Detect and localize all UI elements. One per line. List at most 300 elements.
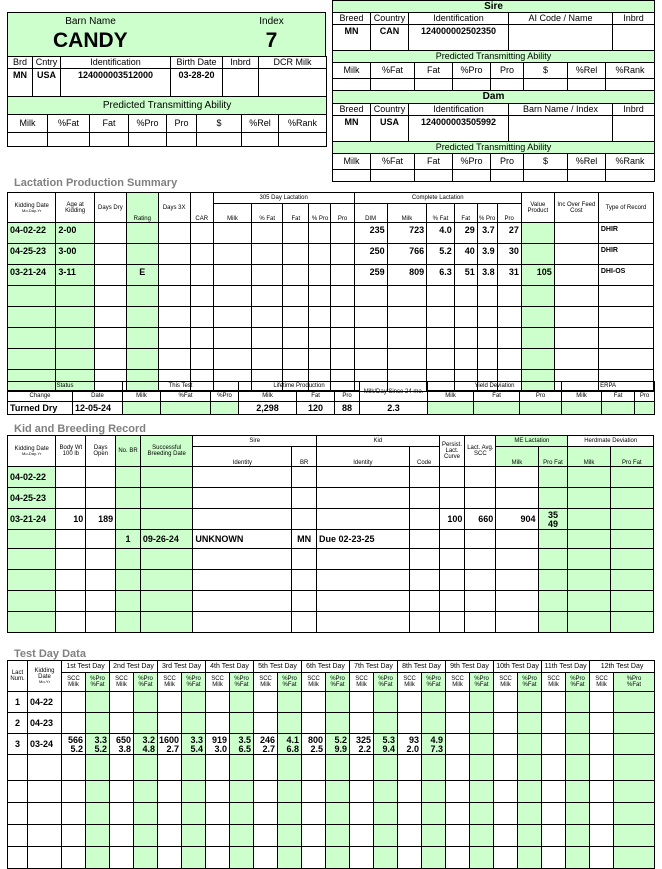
testday-scc-milk xyxy=(494,803,518,825)
kid-empty-cell xyxy=(465,530,496,549)
kid-cell: 04-02-22 xyxy=(8,467,56,488)
testday-pro-fat xyxy=(326,692,350,713)
testday-pro-fat xyxy=(326,781,350,803)
testday-lact-num: 3 xyxy=(8,734,28,755)
status-date: 12-05-24 xyxy=(73,402,123,415)
testday-table xyxy=(7,660,655,869)
kid-empty-cell xyxy=(610,591,653,612)
lactation-empty-cell xyxy=(126,307,158,328)
lactation-empty-cell xyxy=(554,265,598,286)
kid-empty-cell xyxy=(439,570,465,591)
kid-empty-cell xyxy=(292,467,317,488)
status-strip xyxy=(7,381,655,415)
lact-h-rating: Rating xyxy=(126,193,158,223)
testday-pro-fat xyxy=(134,755,158,781)
lactation-cell: DHIR xyxy=(598,223,653,244)
status-h-lifetime: Lifetime Production xyxy=(239,382,360,391)
status-h-date: Date xyxy=(73,391,123,402)
lactation-cell: 250 xyxy=(354,244,387,265)
kid-table-wrap xyxy=(7,435,654,633)
testday-scc-milk xyxy=(494,781,518,803)
lactation-empty-cell xyxy=(598,286,653,307)
testday-pro-fat xyxy=(470,825,494,847)
kid-empty-cell xyxy=(317,488,410,509)
parents-box xyxy=(332,0,654,182)
testday-pct-pro: 4.1 xyxy=(286,735,300,745)
lactation-empty-cell xyxy=(354,286,387,307)
kid-empty-cell xyxy=(568,612,610,633)
lactation-cell: 6.3 xyxy=(427,265,455,286)
kid-empty-cell xyxy=(538,530,568,549)
testday-scc-milk xyxy=(62,734,86,755)
lactation-empty-cell xyxy=(309,349,331,370)
testday-scc-milk xyxy=(206,734,230,755)
testday-pro-fat xyxy=(278,713,302,734)
kid-empty-cell xyxy=(140,549,193,570)
testday-scc-milk xyxy=(206,803,230,825)
testday-section-title: Test Day Data xyxy=(14,648,86,660)
status-h-erpa-pro: Pro xyxy=(635,391,655,402)
lact-h-c-milk: Milk xyxy=(387,204,427,223)
kid-table xyxy=(7,435,654,633)
testday-h-scc-milk: SCC Milk xyxy=(62,673,86,692)
kid-empty-cell xyxy=(292,612,317,633)
testday-pro-fat xyxy=(422,825,446,847)
sire-country-label: Country xyxy=(371,13,409,25)
kid-empty-cell xyxy=(56,612,86,633)
lactation-cell: 3.7 xyxy=(477,223,497,244)
animal-pta-col: %Pro xyxy=(129,115,167,133)
kid-empty-cell xyxy=(317,509,410,530)
status-change: Turned Dry xyxy=(8,402,73,415)
lactation-empty-cell xyxy=(252,349,283,370)
lactation-empty-cell xyxy=(427,307,455,328)
testday-pro-fat xyxy=(518,734,542,755)
lact-h-pct-fat: % Fat xyxy=(252,204,283,223)
lactation-empty-cell xyxy=(427,286,455,307)
kid-empty-cell xyxy=(8,591,56,612)
lactation-empty-cell xyxy=(8,286,56,307)
kid-empty-cell xyxy=(140,570,193,591)
testday-scc-milk xyxy=(158,825,182,847)
testday-milk: 5.2 xyxy=(70,744,83,754)
kid-empty-cell xyxy=(140,467,193,488)
testday-kidding-date: 04-23 xyxy=(28,713,62,734)
lactation-cell: 4.0 xyxy=(427,223,455,244)
status-h-milkday: Milk/Day Since 24 mo. xyxy=(360,382,428,402)
testday-pct-pro: 5.3 xyxy=(382,735,396,745)
testday-pro-fat xyxy=(182,713,206,734)
testday-scc-milk xyxy=(350,734,374,755)
testday-scc-milk xyxy=(254,803,278,825)
testday-pro-fat xyxy=(566,734,590,755)
status-h-change: Change xyxy=(8,391,73,402)
kid-h-sire-identity: Identity xyxy=(193,447,292,467)
testday-h-test: 10th Test Day xyxy=(494,661,542,673)
lactation-empty-cell xyxy=(283,328,309,349)
testday-pro-fat xyxy=(470,847,494,869)
testday-pro-fat xyxy=(326,847,350,869)
kid-empty-cell xyxy=(8,549,56,570)
dam-identification: 124000003505992 xyxy=(409,116,509,142)
sire-pta-col: %Rel xyxy=(568,63,606,79)
testday-pro-fat xyxy=(374,803,398,825)
testday-scc-milk xyxy=(254,692,278,713)
testday-pct-pro: 3.3 xyxy=(94,735,108,745)
testday-pro-fat xyxy=(566,781,590,803)
kid-empty-cell xyxy=(568,570,610,591)
brd-label: Brd xyxy=(8,57,33,69)
animal-box xyxy=(7,12,326,147)
lactation-empty-cell xyxy=(387,328,427,349)
testday-pro-fat xyxy=(134,825,158,847)
status-h-lt-fat: Fat xyxy=(297,391,335,402)
status-h-lt-milk: Milk xyxy=(239,391,297,402)
lactation-empty-cell xyxy=(521,286,554,307)
testday-scc: 93 xyxy=(409,735,420,745)
testday-scc-milk xyxy=(542,755,566,781)
status-h-tt-fat: %Fat xyxy=(161,391,211,402)
lact-h-pro: Pro xyxy=(331,204,354,223)
testday-pro-fat xyxy=(182,734,206,755)
lactation-cell xyxy=(521,244,554,265)
kid-empty-cell xyxy=(610,612,653,633)
testday-pro-fat xyxy=(134,803,158,825)
testday-h-scc-milk: SCC Milk xyxy=(110,673,134,692)
kid-empty-cell xyxy=(439,591,465,612)
testday-scc-milk xyxy=(62,825,86,847)
kid-h-herd-dev: Herdmate Deviation xyxy=(568,436,654,447)
testday-pro-fat xyxy=(518,781,542,803)
testday-scc-milk xyxy=(254,734,278,755)
lactation-empty-cell xyxy=(213,307,252,328)
status-h-yd-pro: Pro xyxy=(520,391,562,402)
testday-kidding-date xyxy=(28,755,62,781)
lactation-cell xyxy=(126,223,158,244)
testday-h-pro-fat: %Pro %Fat xyxy=(134,673,158,692)
kid-empty-cell xyxy=(193,509,292,530)
testday-pro-fat xyxy=(182,781,206,803)
kid-h-lact-scc: Lact. Avg. SCC xyxy=(465,436,496,467)
lactation-empty-cell xyxy=(94,349,126,370)
lactation-empty-cell xyxy=(190,223,213,244)
lact-h-age: Age at Kidding xyxy=(56,193,95,223)
kid-empty-cell xyxy=(56,488,86,509)
testday-h-scc-milk: SCC Milk xyxy=(350,673,374,692)
kid-empty-cell xyxy=(116,488,141,509)
dcr-milk-value xyxy=(259,69,327,97)
lact-h-c-pct-fat: % Fat xyxy=(427,204,455,223)
testday-lact-num xyxy=(8,781,28,803)
testday-pro-fat xyxy=(182,755,206,781)
testday-pct-fat: 7.3 xyxy=(430,744,444,754)
testday-scc-milk xyxy=(446,847,470,869)
kid-empty-cell xyxy=(439,612,465,633)
lactation-empty-cell xyxy=(283,307,309,328)
milk-per-day: 2.3 xyxy=(360,402,428,415)
kid-row xyxy=(8,530,654,549)
testday-pro-fat xyxy=(614,734,655,755)
testday-pct-fat: 6.5 xyxy=(238,744,252,754)
kid-empty-cell xyxy=(56,467,86,488)
testday-pro-fat xyxy=(566,692,590,713)
kid-empty-cell xyxy=(56,570,86,591)
testday-h-scc-milk: SCC Milk xyxy=(494,673,518,692)
kid-empty-cell xyxy=(409,591,439,612)
testday-scc-milk xyxy=(302,755,326,781)
kid-me-fat: 49 xyxy=(547,519,558,529)
kid-empty-cell xyxy=(538,488,568,509)
lact-h-c-pct-pro: % Pro xyxy=(477,204,497,223)
testday-scc-milk xyxy=(542,781,566,803)
kid-empty-cell xyxy=(465,570,496,591)
lactation-empty-cell xyxy=(213,328,252,349)
lactation-empty-cell xyxy=(521,328,554,349)
testday-scc-milk xyxy=(110,734,134,755)
testday-pro-fat xyxy=(326,803,350,825)
testday-pct-pro: 4.9 xyxy=(430,735,444,745)
sire-breed: MN xyxy=(333,25,371,51)
testday-pct-fat: 9.4 xyxy=(382,744,396,754)
testday-pro-fat xyxy=(614,803,655,825)
status-h-yd-milk: Milk xyxy=(428,391,474,402)
status-h-lt-pro: Pro xyxy=(335,391,360,402)
lactation-empty-cell xyxy=(309,223,331,244)
testday-h-pro-fat: %Pro %Fat xyxy=(614,673,655,692)
lactation-cell: 30 xyxy=(497,244,521,265)
lactation-cell: E xyxy=(126,265,158,286)
testday-row xyxy=(8,755,655,781)
lactation-empty-cell xyxy=(477,328,497,349)
testday-subheader-row xyxy=(8,673,655,692)
testday-pro-fat xyxy=(278,692,302,713)
testday-pro-fat xyxy=(86,847,110,869)
testday-pro-fat xyxy=(230,755,254,781)
testday-scc-milk xyxy=(62,755,86,781)
kid-h-kid: Kid xyxy=(317,436,440,447)
kid-empty-cell xyxy=(409,612,439,633)
testday-pro-fat xyxy=(230,847,254,869)
testday-pro-fat xyxy=(470,713,494,734)
kid-h-sire-br: BR xyxy=(292,447,317,467)
testday-pro-fat xyxy=(230,825,254,847)
testday-h-pro-fat: %Pro %Fat xyxy=(422,673,446,692)
testday-pro-fat xyxy=(422,847,446,869)
testday-h-test: 5th Test Day xyxy=(254,661,302,673)
testday-pct-fat: 4.8 xyxy=(142,744,156,754)
kid-cell: MN xyxy=(292,530,317,549)
lact-h-days-dry: Days Dry xyxy=(94,193,126,223)
lactation-empty-cell xyxy=(94,244,126,265)
testday-pro-fat xyxy=(518,803,542,825)
testday-row xyxy=(8,734,655,755)
lactation-empty-cell xyxy=(354,307,387,328)
kid-empty-cell xyxy=(292,570,317,591)
testday-pro-fat xyxy=(566,755,590,781)
lactation-empty-cell xyxy=(331,307,354,328)
kid-empty-cell xyxy=(193,591,292,612)
testday-scc-milk xyxy=(302,847,326,869)
kid-rows xyxy=(8,467,654,633)
lactation-empty-cell xyxy=(454,307,477,328)
kid-empty-cell xyxy=(86,591,116,612)
testday-pro-fat xyxy=(182,825,206,847)
dam-pta-col: Pro xyxy=(491,154,524,170)
testday-scc-milk xyxy=(110,692,134,713)
lactation-cell: 27 xyxy=(497,223,521,244)
lactation-empty-cell xyxy=(309,244,331,265)
index-cell xyxy=(218,13,326,57)
testday-scc: 800 xyxy=(308,735,324,745)
testday-scc-milk xyxy=(590,734,614,755)
testday-h-lact-num: Lact Num. xyxy=(8,661,28,692)
testday-table-wrap xyxy=(7,660,655,869)
kid-section-title: Kid and Breeding Record xyxy=(14,423,147,435)
lactation-empty-cell xyxy=(190,349,213,370)
lactation-empty-cell xyxy=(158,307,190,328)
animal-pta-col: %Rel xyxy=(242,115,279,133)
lifetime-milk: 2,298 xyxy=(239,402,297,415)
barn-name-cell xyxy=(8,13,219,57)
testday-kidding-date: 03-24 xyxy=(28,734,62,755)
sire-ai-code-label: AI Code / Name xyxy=(509,13,613,25)
testday-scc-milk xyxy=(110,825,134,847)
kid-empty-cell xyxy=(140,591,193,612)
kid-empty-cell xyxy=(292,591,317,612)
lactation-cell: 3-11 xyxy=(56,265,95,286)
testday-scc-milk xyxy=(350,713,374,734)
testday-lact-num xyxy=(8,825,28,847)
testday-kidding-date xyxy=(28,847,62,869)
testday-pro-fat xyxy=(374,781,398,803)
lactation-empty-cell xyxy=(252,265,283,286)
testday-scc-milk xyxy=(542,803,566,825)
lactation-row xyxy=(8,307,654,328)
dam-breed: MN xyxy=(333,116,371,142)
lactation-empty-cell xyxy=(56,349,95,370)
sire-pta-col: %Fat xyxy=(371,63,415,79)
testday-scc-milk xyxy=(158,803,182,825)
testday-row xyxy=(8,692,655,713)
testday-scc-milk xyxy=(302,803,326,825)
testday-scc-milk xyxy=(446,781,470,803)
testday-pro-fat xyxy=(86,713,110,734)
lactation-empty-cell xyxy=(309,286,331,307)
testday-pro-fat xyxy=(134,713,158,734)
animal-pta-title: Predicted Transmitting Ability xyxy=(8,97,327,115)
lactation-empty-cell xyxy=(252,223,283,244)
status-h-tt-milk: Milk xyxy=(123,391,161,402)
testday-h-scc-milk: SCC Milk xyxy=(542,673,566,692)
testday-pct-pro: 3.3 xyxy=(190,735,204,745)
lactation-empty-cell xyxy=(521,349,554,370)
testday-scc-milk xyxy=(302,781,326,803)
lactation-empty-cell xyxy=(454,286,477,307)
lactation-empty-cell xyxy=(213,265,252,286)
sire-pta-col: Fat xyxy=(415,63,453,79)
testday-pro-fat xyxy=(422,803,446,825)
kid-row xyxy=(8,591,654,612)
kid-h-breeding-date: Successful Breeding Date xyxy=(140,436,193,467)
testday-h-pro-fat: %Pro %Fat xyxy=(518,673,542,692)
status-h-tt-pro: %Pro xyxy=(211,391,239,402)
lactation-cell: 04-25-23 xyxy=(8,244,56,265)
testday-h-scc-milk: SCC Milk xyxy=(446,673,470,692)
testday-h-test: 2nd Test Day xyxy=(110,661,158,673)
lactation-empty-cell xyxy=(598,349,653,370)
kid-empty-cell xyxy=(86,488,116,509)
testday-scc-milk xyxy=(206,847,230,869)
kid-h-hd-pro-fat: Pro Fat xyxy=(610,447,653,467)
kid-empty-cell xyxy=(538,467,568,488)
testday-h-scc-milk: SCC Milk xyxy=(398,673,422,692)
kid-cell: 04-25-23 xyxy=(8,488,56,509)
kid-row xyxy=(8,467,654,488)
lactation-cell: 51 xyxy=(454,265,477,286)
lactation-empty-cell xyxy=(252,307,283,328)
testday-scc: 919 xyxy=(212,735,228,745)
sire-pta-col: $ xyxy=(524,63,568,79)
kid-empty-cell xyxy=(465,549,496,570)
sire-country: CAN xyxy=(371,25,409,51)
testday-pro-fat xyxy=(326,825,350,847)
testday-pro-fat xyxy=(134,734,158,755)
testday-scc-milk xyxy=(158,755,182,781)
testday-pct-fat: 9.9 xyxy=(334,744,348,754)
testday-pro-fat xyxy=(422,781,446,803)
testday-pro-fat xyxy=(422,755,446,781)
lactation-empty-cell xyxy=(309,265,331,286)
cntry-label: Cntry xyxy=(33,57,61,69)
testday-scc-milk xyxy=(350,781,374,803)
testday-scc-milk xyxy=(590,692,614,713)
dam-pta-col: Fat xyxy=(415,154,453,170)
testday-scc-milk xyxy=(590,803,614,825)
lactation-empty-cell xyxy=(554,244,598,265)
testday-milk: 2.5 xyxy=(310,744,324,754)
lact-h-value: Value Product xyxy=(521,193,554,223)
testday-scc-milk xyxy=(446,692,470,713)
testday-scc-milk xyxy=(206,781,230,803)
testday-pro-fat xyxy=(614,825,655,847)
testday-pro-fat xyxy=(422,713,446,734)
lactation-empty-cell xyxy=(126,286,158,307)
kid-empty-cell xyxy=(86,467,116,488)
kid-empty-cell xyxy=(610,467,653,488)
testday-scc-milk xyxy=(590,755,614,781)
lactation-empty-cell xyxy=(554,328,598,349)
kid-empty-cell xyxy=(409,530,439,549)
kid-row xyxy=(8,509,654,530)
kid-empty-cell xyxy=(193,570,292,591)
sire-title: Sire xyxy=(333,1,655,13)
testday-pro-fat xyxy=(230,734,254,755)
kid-empty-cell xyxy=(116,467,141,488)
testday-scc-milk xyxy=(206,755,230,781)
cntry-value: USA xyxy=(33,69,61,97)
testday-scc-milk xyxy=(398,755,422,781)
testday-h-pro-fat: %Pro %Fat xyxy=(182,673,206,692)
kid-empty-cell xyxy=(116,612,141,633)
testday-lact-num xyxy=(8,755,28,781)
kid-empty-cell xyxy=(193,612,292,633)
dam-identification-label: Identification xyxy=(409,104,509,116)
kid-cell: 660 xyxy=(465,509,496,530)
kid-empty-cell xyxy=(116,591,141,612)
kid-h-persist: Persist. Lact. Curve xyxy=(439,436,465,467)
kid-cell: 03-21-24 xyxy=(8,509,56,530)
lactation-empty-cell xyxy=(454,328,477,349)
